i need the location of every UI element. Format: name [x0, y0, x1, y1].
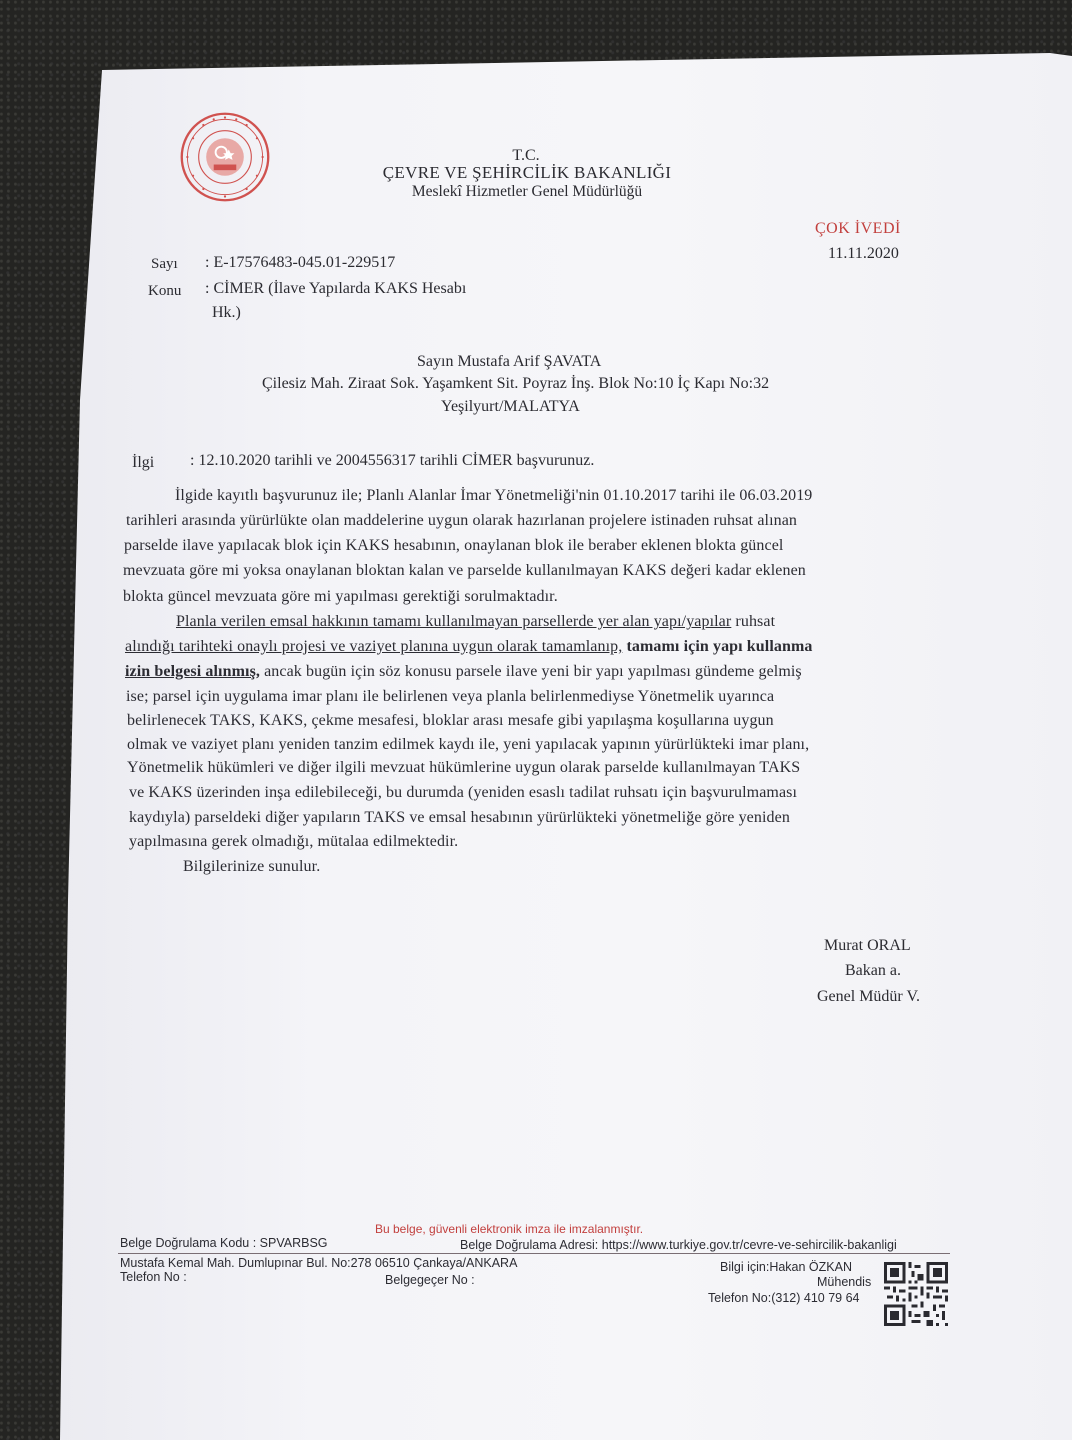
contact-title: Mühendis [817, 1275, 872, 1289]
ilgi-label: İlgi [132, 454, 155, 471]
addressee-address-1: Çilesiz Mah. Ziraat Sok. Yaşamkent Sit. Poyraz İnş. Blok No:10 İç Kapı No:32 [262, 375, 770, 392]
paragraph2-line: Yönetmelik hükümleri ve diğer ilgili mevzuat hükümlerine uygun olarak parselde kullanılmayan TAKS [127, 759, 801, 776]
ministry-phone: Telefon No : [120, 1270, 187, 1284]
paragraph2-underlined-text: Planla verilen emsal hakkının tamamı kullanılmayan parsellerde yer alan yapı/yapılar [176, 613, 732, 630]
verification-code: Belge Doğrulama Kodu : SPVARBSG [120, 1236, 328, 1250]
ministry-name: ÇEVRE VE ŞEHİRCİLİK BAKANLIĞI [382, 163, 672, 182]
paragraph2-line: ve KAKS üzerinden inşa edilebileceği, bu durumda (yeniden esaslı tadilat ruhsatı için başvurulmaması [129, 784, 798, 801]
ilgi-value: : 12.10.2020 tarihli ve 2004556317 tarihli CİMER başvurunuz. [190, 452, 595, 469]
paragraph1-line: mevzuata göre mi yoksa onaylanan bloktan kalan ve parselde kullanılmayan KAKS değeri kadar eklenen [123, 562, 806, 579]
sayi-label: Sayı [151, 256, 178, 272]
ministry-fax: Belgegeçer No : [385, 1273, 475, 1287]
directorate-name: Meslekî Hizmetler Genel Müdürlüğü [411, 183, 643, 200]
paragraph1-line: parselde ilave yapılacak blok için KAKS hesabının, onaylanan blok ile beraber eklenen blokta güncel [124, 537, 784, 554]
konu-label: Konu [148, 283, 182, 299]
paragraph2-line: belirlenecek TAKS, KAKS, çekme mesafesi, bloklar arası mesafe gibi yapılaşma koşullarına uygun [127, 712, 774, 729]
esign-note: Bu belge, güvenli elektronik imza ile imzalanmıştır. [375, 1222, 644, 1236]
sayi-value: : E-17576483-045.01-229517 [205, 254, 396, 271]
ministry-address: Mustafa Kemal Mah. Dumlupınar Bul. No:278 06510 Çankaya/ANKARA [120, 1256, 518, 1270]
paragraph2-bold-underlined-text: izin belgesi alınmış, [125, 663, 260, 680]
paragraph2-line: kaydıyla) parseldeki diğer yapıların TAKS ve emsal hesabının yürürlükteki yönetmeliğe göre yeniden [129, 809, 790, 826]
paragraph2-line: yapılmasına gerek olmadığı, mütalaa edilmektedir. [129, 833, 459, 850]
paragraph2-line [176, 613, 775, 631]
paragraph1-line: İlgide kayıtlı başvurunuz ile; Planlı Alanlar İmar Yönetmeliği'nin 01.10.2017 tarihi ile 06.03.2019 [175, 487, 813, 504]
footer-divider [118, 1253, 950, 1254]
header-tc: T.C. [512, 147, 540, 164]
paragraph2-text: ruhsat [731, 613, 776, 630]
konu-value-1: : CİMER (İlave Yapılarda KAKS Hesabı [205, 280, 467, 297]
addressee-address-2: Yeşilyurt/MALATYA [441, 398, 580, 415]
paragraph2-bold-text: tamamı için yapı kullanma [622, 638, 813, 655]
closing-text: Bilgilerinize sunulur. [183, 858, 321, 875]
paragraph2-line [125, 663, 802, 681]
contact-phone: Telefon No:(312) 410 79 64 [708, 1291, 860, 1305]
paragraph2-line: ise; parsel için uygulama imar planı ile belirlenen veya planla belirlenmediyse Yönetmelik uyarınca [126, 688, 775, 705]
konu-value-2: Hk.) [212, 304, 241, 321]
ministry-seal-logo [178, 110, 272, 204]
signatory-title-1: Bakan a. [845, 962, 901, 979]
qr-code [884, 1262, 948, 1326]
paragraph1-line: tarihleri arasında yürürlükte olan maddelerine uygun olarak hazırlanan projelere istinaden ruhsat alınan [126, 512, 798, 529]
paragraph2-underlined-text: alındığı tarihteki onaylı projesi ve vaziyet planına uygun olarak tamamlanıp, [125, 638, 623, 655]
verification-address: Belge Doğrulama Adresi: https://www.turkiye.gov.tr/cevre-ve-sehircilik-bakanligi [460, 1238, 897, 1252]
paragraph2-line: olmak ve vaziyet planı yeniden tanzim edilmek kaydı ile, yeni yapılacak yapının yürürlükteki imar planı, [127, 736, 810, 753]
signatory-title-2: Genel Müdür V. [817, 988, 920, 1005]
addressee-name: Sayın Mustafa Arif ŞAVATA [417, 353, 602, 370]
paragraph1-line: blokta güncel mevzuata göre mi yapılması gerektiği sorulmaktadır. [123, 588, 558, 605]
signatory-name: Murat ORAL [824, 937, 911, 954]
document-date: 11.11.2020 [828, 245, 899, 262]
paragraph2-line [125, 638, 813, 656]
contact-person: Bilgi için:Hakan ÖZKAN [720, 1260, 852, 1274]
paragraph2-text: ancak bugün için söz konusu parsele ilave yeni bir yapı yapılması gündeme gelmiş [260, 663, 802, 680]
urgency-label: ÇOK İVEDİ [815, 220, 901, 237]
